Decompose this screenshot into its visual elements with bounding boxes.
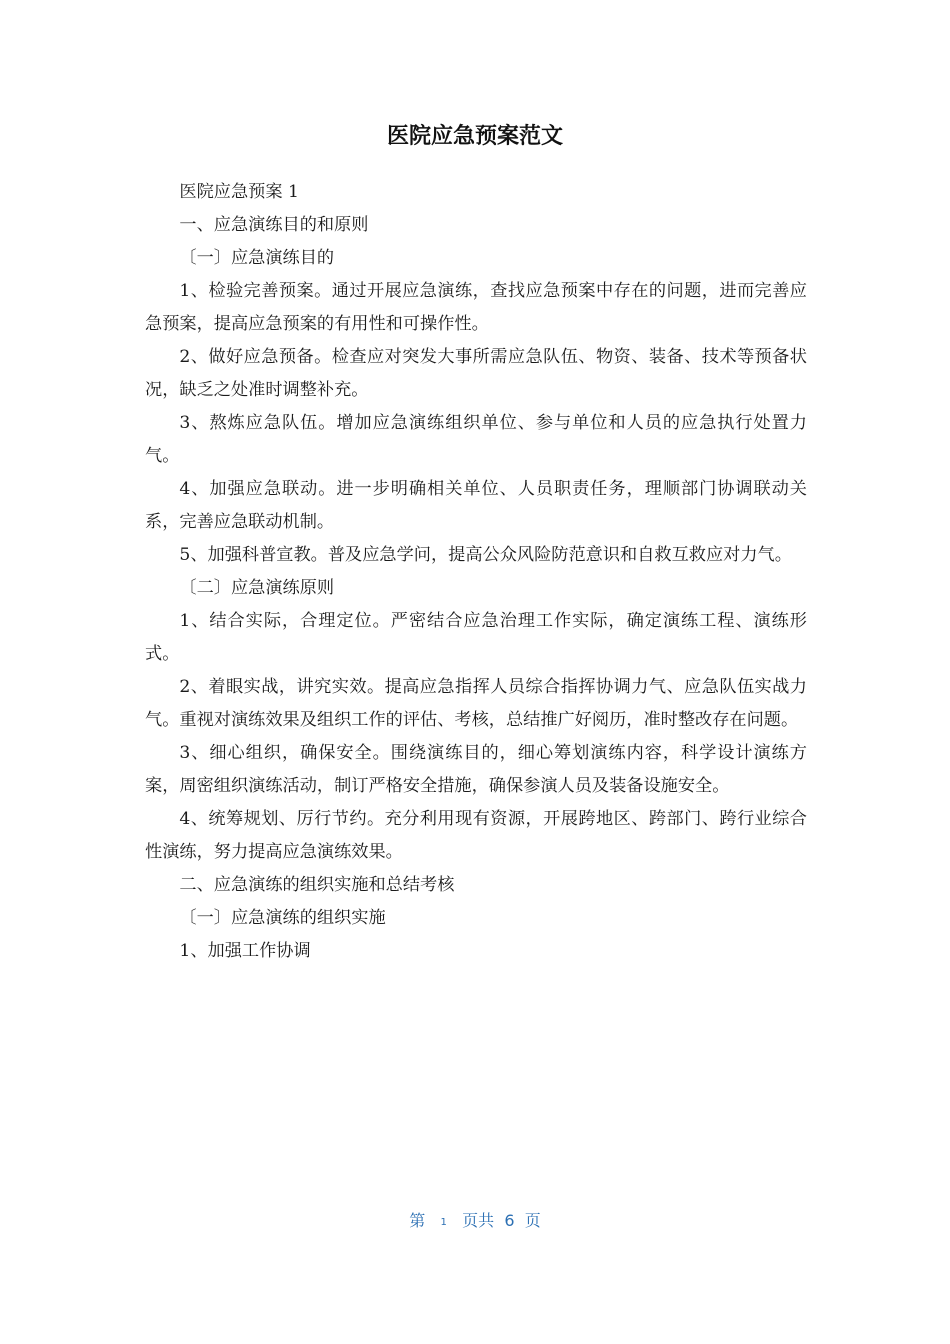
footer-page-number: 1 bbox=[440, 1217, 447, 1228]
section-heading: 一、应急演练目的和原则 bbox=[179, 215, 369, 235]
footer-middle: 页共 bbox=[462, 1211, 495, 1230]
paragraph: 5、加强科普宣教。普及应急学问，提高公众风险防范意识和自救互救应对力气。 bbox=[179, 545, 792, 565]
section-heading: 二、应急演练的组织实施和总结考核 bbox=[179, 875, 455, 895]
document-body bbox=[145, 176, 807, 968]
paragraph: 3、熬炼应急队伍。增加应急演练组织单位、参与单位和人员的应急执行处置力气。 bbox=[145, 413, 807, 466]
subsection-heading: 〔二〕应急演练原则 bbox=[179, 578, 335, 598]
paragraph: 4、加强应急联动。进一步明确相关单位、人员职责任务，理顺部门协调联动关系，完善应急联动机制。 bbox=[145, 479, 807, 532]
paragraph: 2、做好应急预备。检查应对突发大事所需应急队伍、物资、装备、技术等预备状况，缺乏之处准时调整补充。 bbox=[145, 347, 807, 400]
footer-total-pages: 6 bbox=[504, 1211, 515, 1230]
footer-suffix: 页 bbox=[524, 1211, 541, 1230]
paragraph: 1、结合实际，合理定位。严密结合应急治理工作实际，确定演练工程、演练形式。 bbox=[145, 611, 807, 664]
paragraph: 2、着眼实战，讲究实效。提高应急指挥人员综合指挥协调力气、应急队伍实战力气。重视对演练效果及组织工作的评估、考核，总结推广好阅历，准时整改存在问题。 bbox=[145, 677, 807, 730]
paragraph: 医院应急预案 1 bbox=[179, 182, 299, 202]
document-title: 医院应急预案范文 bbox=[386, 124, 563, 149]
footer-prefix: 第 bbox=[409, 1211, 426, 1230]
paragraph: 4、统筹规划、厉行节约。充分利用现有资源，开展跨地区、跨部门、跨行业综合性演练，努力提高应急演练效果。 bbox=[145, 809, 807, 862]
subsection-heading: 〔一〕应急演练目的 bbox=[179, 248, 335, 268]
paragraph: 3、细心组织，确保安全。围绕演练目的，细心筹划演练内容，科学设计演练方案，周密组织演练活动，制订严格安全措施，确保参演人员及装备设施安全。 bbox=[145, 743, 807, 796]
paragraph: 1、检验完善预案。通过开展应急演练，查找应急预案中存在的问题，进而完善应急预案，提高应急预案的有用性和可操作性。 bbox=[145, 281, 807, 334]
page-footer bbox=[0, 1209, 950, 1235]
subsection-heading: 〔一〕应急演练的组织实施 bbox=[179, 908, 386, 928]
paragraph: 1、加强工作协调 bbox=[179, 941, 311, 961]
